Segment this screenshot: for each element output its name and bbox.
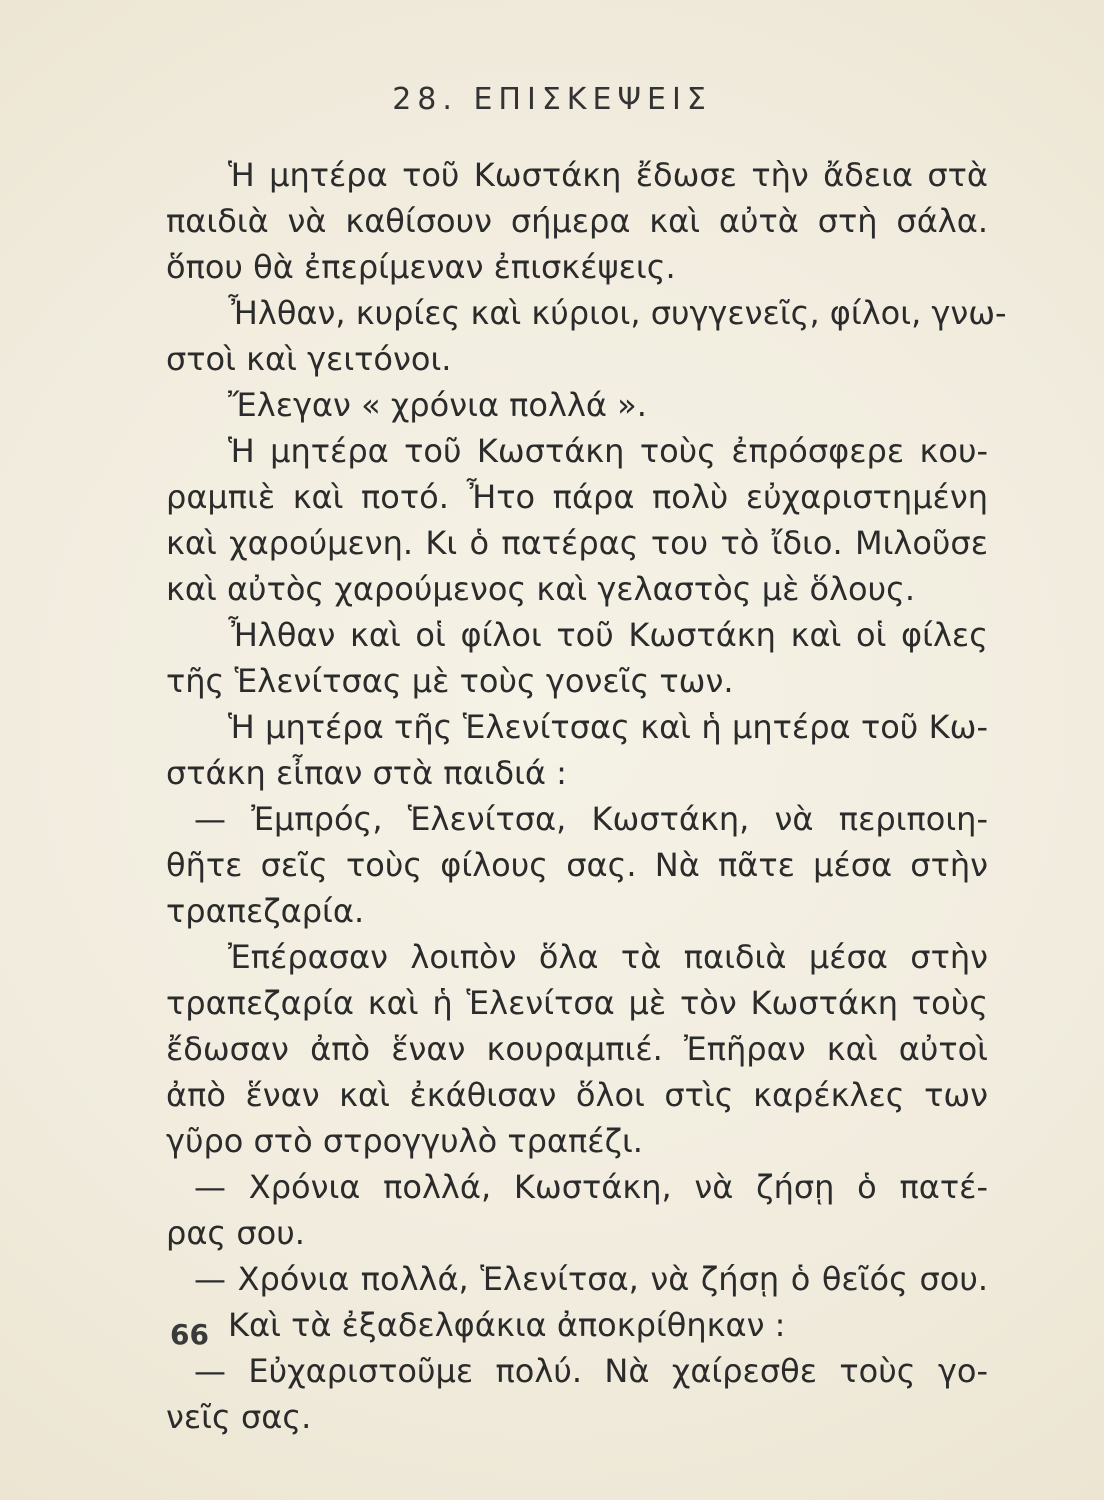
text-line: Ἦλθαν, κυρίες καὶ κύριοι, συγγενεῖς, φίλοι, γνω- <box>228 294 1007 332</box>
dialogue-line: — Χρόνια πολλά, Κωστάκη, νὰ ζήσῃ ὁ πατέ- <box>194 1168 988 1206</box>
text-line: θῆτε σεῖς τοὺς φίλους σας. Νὰ πᾶτε μέσα στὴν <box>166 846 988 884</box>
text-line: καὶ αὐτὸς χαρούμενος καὶ γελαστὸς μὲ ὅλους. <box>166 570 916 608</box>
text-line: Ἡ μητέρα τῆς Ἑλενίτσας καὶ ἡ μητέρα τοῦ Κω- <box>228 708 988 746</box>
text-line: τραπεζαρία καὶ ἡ Ἑλενίτσα μὲ τὸν Κωστάκη τοὺς <box>166 984 988 1022</box>
text-line: Ἔλεγαν « χρόνια πολλά ». <box>228 386 647 424</box>
text-line: καὶ χαρούμενη. Κι ὁ πατέρας του τὸ ἴδιο. Μιλοῦσε <box>166 524 988 562</box>
text-line: στοὶ καὶ γειτόνοι. <box>166 340 452 378</box>
text-line: τραπεζαρία. <box>166 892 365 930</box>
text-line: Ἦλθαν καὶ οἱ φίλοι τοῦ Κωστάκη καὶ οἱ φίλες <box>228 616 988 654</box>
text-line: Ἡ μητέρα τοῦ Κωστάκη τοὺς ἐπρόσφερε κου- <box>228 432 988 470</box>
text-line: ἔδωσαν ἀπὸ ἕναν κουραμπιέ. Ἐπῆραν καὶ αὐτοὶ <box>166 1030 988 1068</box>
text-line: Ἡ μητέρα τοῦ Κωστάκη ἔδωσε τὴν ἄδεια στὰ <box>228 156 988 194</box>
page-number: 66 <box>170 1318 209 1351</box>
text-line: παιδιὰ νὰ καθίσουν σήμερα καὶ αὐτὰ στὴ σάλα. <box>166 202 988 240</box>
text-line: Ἐπέρασαν λοιπὸν ὅλα τὰ παιδιὰ μέσα στὴν <box>228 938 988 976</box>
text-line: Καὶ τὰ ἐξαδελφάκια ἀποκρίθηκαν : <box>228 1306 786 1344</box>
text-line: ρας σου. <box>166 1214 305 1252</box>
text-line: νεῖς σας. <box>166 1398 312 1436</box>
text-line: ἀπὸ ἕναν καὶ ἐκάθισαν ὅλοι στὶς καρέκλες των <box>166 1076 988 1114</box>
dialogue-line: — Ἐμπρός, Ἑλενίτσα, Κωστάκη, νὰ περιποιη- <box>194 800 988 838</box>
text-line: ὅπου θὰ ἐπερίμεναν ἐπισκέψεις. <box>166 248 676 286</box>
body-text <box>166 152 1007 1440</box>
dialogue-line: — Εὐχαριστοῦμε πολύ. Νὰ χαίρεσθε τοὺς γο- <box>194 1352 988 1390</box>
text-line: στάκη εἶπαν στὰ παιδιά : <box>166 754 567 792</box>
chapter-title: 28. ΕΠΙΣΚΕΨΕΙΣ <box>392 82 712 117</box>
dialogue-line: — Χρόνια πολλά, Ἑλενίτσα, νὰ ζήσῃ ὁ θεῖός σου. <box>194 1260 988 1298</box>
text-line: γῦρο στὸ στρογγυλὸ τραπέζι. <box>166 1122 643 1160</box>
text-line: τῆς Ἑλενίτσας μὲ τοὺς γονεῖς των. <box>166 662 734 700</box>
text-line: ραμπιὲ καὶ ποτό. Ἦτο πάρα πολὺ εὐχαριστημένη <box>166 478 988 516</box>
